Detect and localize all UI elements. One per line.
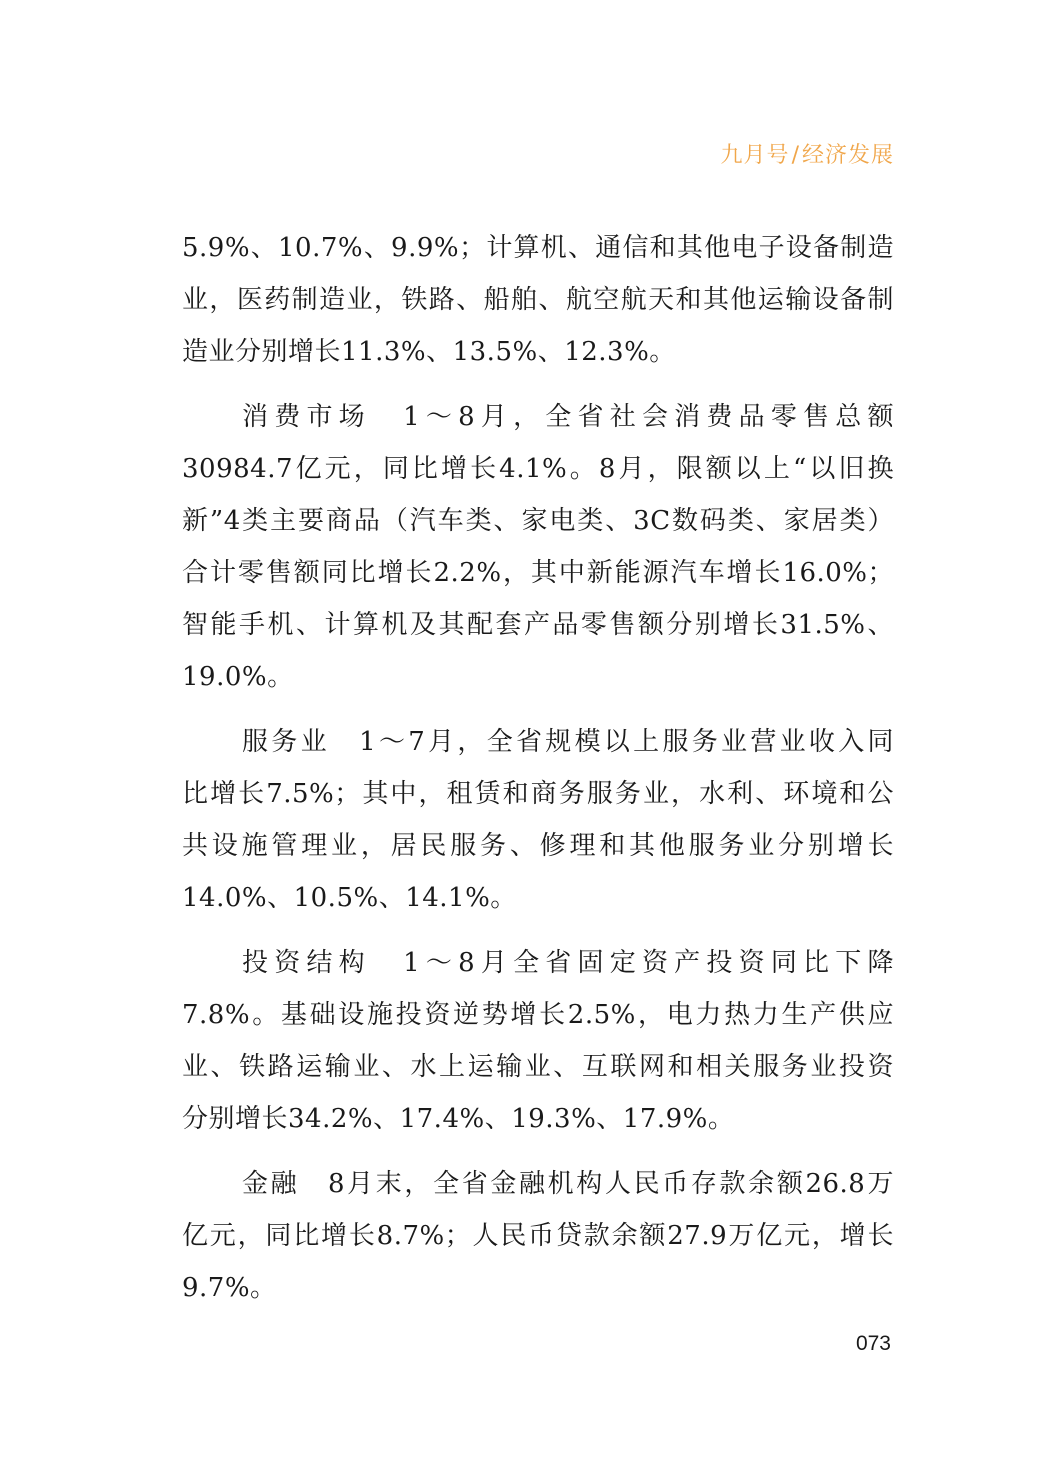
text-line: 智能手机、计算机及其配套产品零售额分别增长31.5%、 (182, 610, 894, 640)
text-line: 分别增长34.2%、17.4%、19.3%、17.9%。 (182, 1104, 735, 1134)
text-line: 新”4类主要商品（汽车类、家电类、3C数码类、家居类） (182, 506, 894, 536)
paragraph-investment (182, 937, 894, 1145)
header-separator: / (791, 143, 800, 168)
text-line: 消费市场 1～8月，全省社会消费品零售总额 (242, 402, 894, 432)
text-line: 9.7%。 (182, 1273, 277, 1303)
text-line: 14.0%、10.5%、14.1%。 (182, 883, 517, 913)
text-line: 服务业 1～7月，全省规模以上服务业营业收入同 (242, 727, 894, 757)
paragraph-manufacturing (182, 222, 894, 378)
issue-label: 九月号 (720, 143, 790, 168)
text-line: 共设施管理业，居民服务、修理和其他服务业分别增长 (182, 831, 894, 861)
text-line: 投资结构 1～8月全省固定资产投资同比下降 (242, 948, 894, 978)
column-title: 经济发展 (801, 143, 894, 168)
text-line: 比增长7.5%；其中，租赁和商务服务业，水利、环境和公 (182, 779, 894, 809)
text-line: 7.8%。基础设施投资逆势增长2.5%，电力热力生产供应 (182, 1000, 894, 1030)
text-line: 造业分别增长11.3%、13.5%、12.3%。 (182, 337, 676, 367)
paragraph-consumer-market (182, 391, 894, 703)
text-line: 30984.7亿元，同比增长4.1%。8月，限额以上“以旧换 (182, 454, 894, 484)
running-header (721, 138, 894, 169)
page-number: 073 (855, 1332, 891, 1355)
article-body (182, 222, 894, 1314)
paragraph-services (182, 716, 894, 924)
paragraph-finance (182, 1158, 894, 1314)
text-line: 亿元，同比增长8.7%；人民币贷款余额27.9万亿元，增长 (182, 1221, 894, 1251)
text-line: 19.0%。 (182, 662, 294, 692)
text-line: 金融 8月末，全省金融机构人民币存款余额26.8万 (242, 1169, 894, 1199)
text-line: 合计零售额同比增长2.2%，其中新能源汽车增长16.0%； (182, 558, 894, 588)
text-line: 业、铁路运输业、水上运输业、互联网和相关服务业投资 (182, 1052, 894, 1082)
text-line: 业，医药制造业，铁路、船舶、航空航天和其他运输设备制 (182, 285, 894, 315)
text-line: 5.9%、10.7%、9.9%；计算机、通信和其他电子设备制造 (182, 233, 894, 263)
